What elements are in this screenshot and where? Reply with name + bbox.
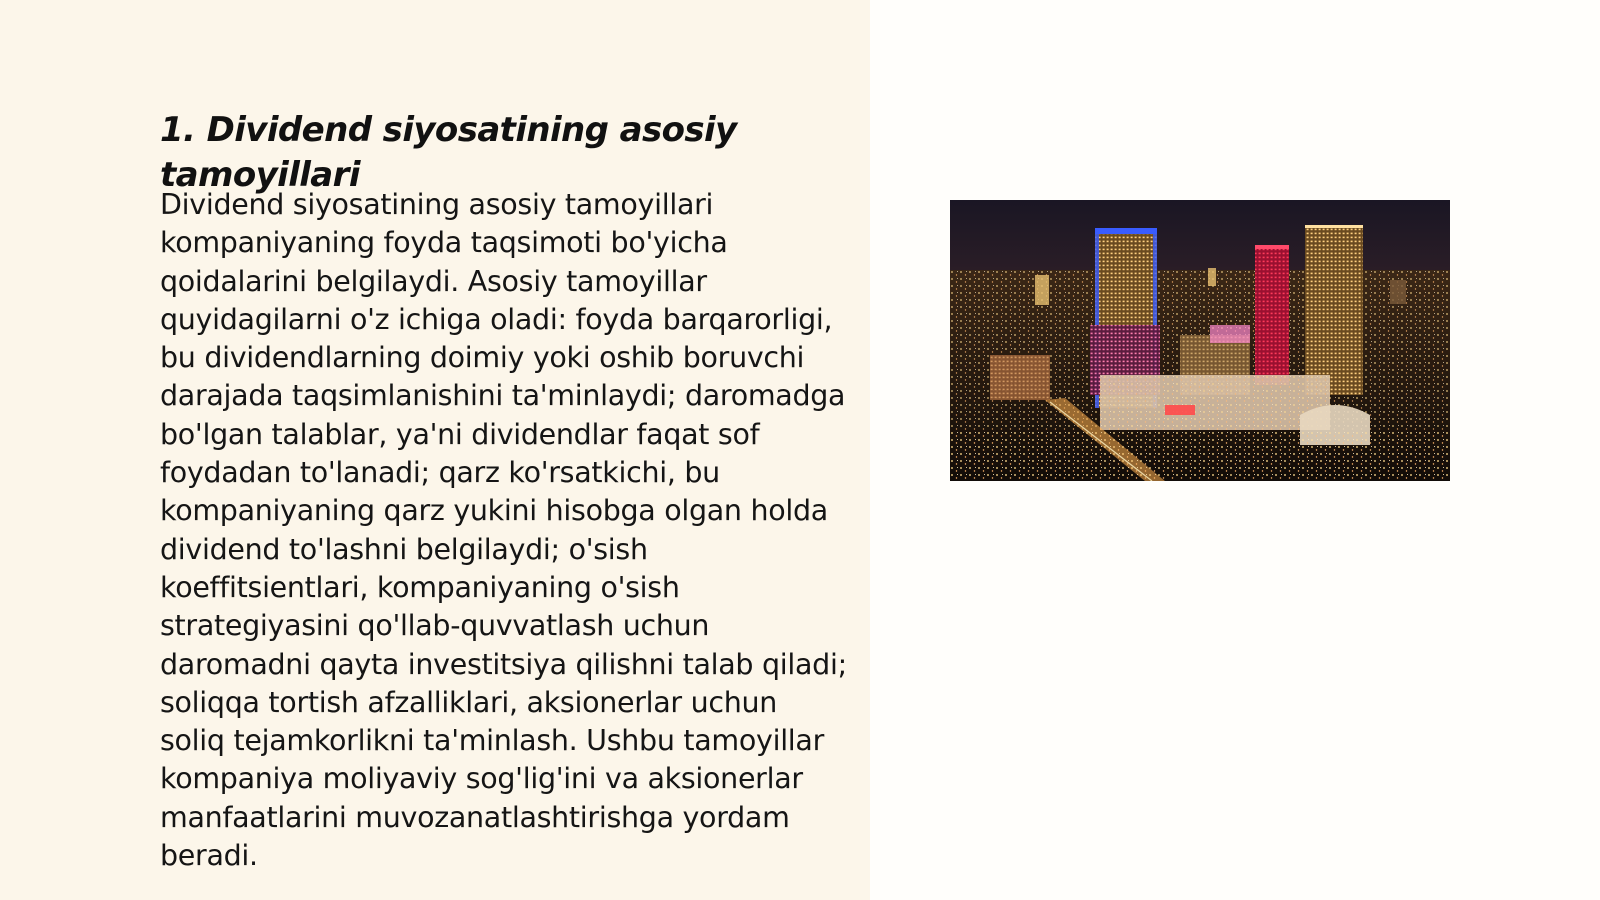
slide-body-text: Dividend siyosatining asosiy tamoyillari kompaniyaning foyda taqsimoti bo'yicha qoidalarini belgilaydi. Asosiy tamoyillar quyidagilarni o'z ichiga oladi: foyda barqarorligi, bu dividendlarning doimiy yoki oshib boruvchi darajada taqsimlanishini ta'minlaydi; daromadga bo'lgan talablar, ya'ni dividendlar faqat sof foydadan to'lanadi; qarz ko'rsatkichi, bu kompaniyaning qarz yukini hisobga olgan holda dividend to'lashni belgilaydi; o'sish koeffitsientlari, kompaniyaning o'sish strategiyasini qo'llab-quvvatlash uchun daromadni qayta investitsiya qilishni talab qiladi; soliqqa tortish afzalliklari, aksionerlar uchun soliq tejamkorlikni ta'minlash. Ushbu tamoyillar kompaniya moliyaviy sog'lig'ini va aksionerlar manfaatlarini muvozanatlashtirishga yordam beradi. [160, 188, 847, 873]
city-skyline-photo [950, 200, 1450, 481]
slide-title: 1. Dividend siyosatining asosiy tamoyillari [160, 110, 737, 195]
